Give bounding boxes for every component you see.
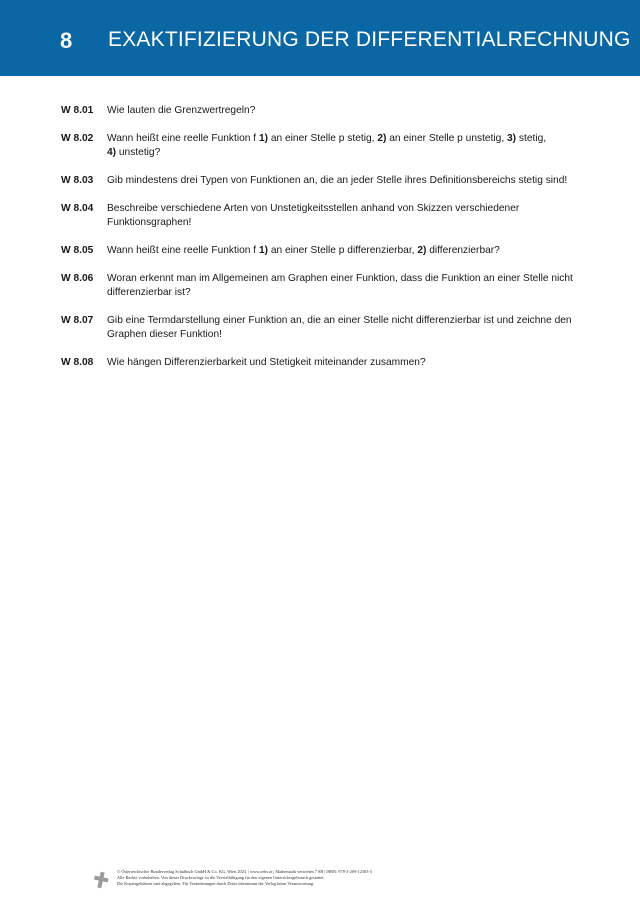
subpart-marker: 4) [107, 146, 117, 158]
question-number: W 8.02 [61, 133, 94, 145]
question-item [61, 314, 581, 341]
question-number: W 8.06 [61, 273, 94, 285]
question-text [107, 314, 581, 341]
subpart-marker: 2) [417, 244, 427, 256]
copyright-line: Die Kopiergebühren sind abgegolten. Für Veränderungen durch Dritte übernimmt der Verlag keine Verantwortung. [117, 881, 315, 886]
subpart-marker: 1) [258, 244, 269, 256]
footer [92, 869, 562, 895]
question-item [61, 132, 581, 159]
question-text-segment: Beschreibe verschiedene Arten von Unstetigkeitsstellen anhand von Skizzen verschiedener [107, 203, 520, 215]
question-text-segment: Graphen dieser Funktion! [107, 328, 222, 340]
subpart-marker: 2) [377, 133, 387, 145]
question-number: W 8.08 [61, 356, 94, 368]
question-text [107, 132, 581, 159]
question-item [61, 244, 581, 258]
question-item [61, 356, 581, 370]
question-text-segment: stetig, [516, 133, 547, 145]
question-text-segment: unstetig? [116, 146, 161, 158]
question-text-segment: Funktionsgraphen! [107, 216, 192, 228]
question-text-segment: an einer Stelle p unstetig, [386, 133, 508, 145]
question-number: W 8.05 [61, 244, 94, 256]
question-number: W 8.03 [61, 174, 94, 186]
copyright-line: © Österreichischer Bundesverlag Schulbuch GmbH & Co. KG, Wien 2023. | www.oebv.at | Mathematik verstehen 7 SB | ISBN: 978-3-209-12363-3 [117, 869, 372, 874]
question-text-segment: Wann heißt eine reelle Funktion f [107, 244, 259, 256]
question-number: W 8.01 [61, 105, 94, 116]
question-text-segment: Wie hängen Differenzierbarkeit und Stetigkeit miteinander zusammen? [107, 356, 426, 368]
subpart-marker: 3) [507, 133, 517, 145]
question-item [61, 272, 581, 299]
question-text-segment: Woran erkennt man im Allgemeinen am Graphen einer Funktion, dass die Funktion an einer Stelle nicht [107, 273, 573, 285]
subpart-marker: 1) [258, 133, 269, 145]
copyright-line: Alle Rechte vorbehalten. Von dieser Druckvorlage ist die Vervielfältigung für den eigenen Unterrichtsgebrauch gestattet. [117, 875, 325, 880]
question-text-segment: Wie lauten die Grenzwertregeln? [107, 105, 256, 116]
question-text-segment: Gib eine Termdarstellung einer Funktion an, die an einer Stelle nicht differenzierbar ist und zeichne den [107, 314, 572, 326]
question-item [61, 104, 581, 118]
chapter-title: EXAKTIFIZIERUNG DER DIFFERENTIALRECHNUNG [108, 28, 631, 51]
question-text [107, 244, 581, 258]
question-list [61, 104, 581, 384]
chapter-header [0, 0, 640, 76]
question-item [61, 174, 581, 188]
question-text-segment: differenzierbar? [426, 244, 500, 256]
question-text [107, 104, 581, 118]
question-number: W 8.07 [61, 314, 94, 326]
question-text [107, 174, 581, 188]
copyright-text [117, 869, 372, 887]
question-text-segment: an einer Stelle p differenzierbar, [268, 244, 418, 256]
question-text-segment: differenzierbar ist? [107, 286, 191, 298]
question-number: W 8.04 [61, 203, 94, 215]
question-item [61, 202, 581, 229]
publisher-logo-icon [92, 871, 110, 889]
question-text-segment: Wann heißt eine reelle Funktion f [107, 133, 259, 145]
question-text-segment: an einer Stelle p stetig, [268, 133, 378, 145]
question-text-segment: Gib mindestens drei Typen von Funktionen an, die an jeder Stelle ihres Definitionsbereichs stetig sind! [107, 174, 568, 186]
question-text [107, 272, 581, 299]
question-text [107, 356, 581, 370]
question-text [107, 202, 581, 229]
chapter-number: 8 [60, 28, 73, 53]
